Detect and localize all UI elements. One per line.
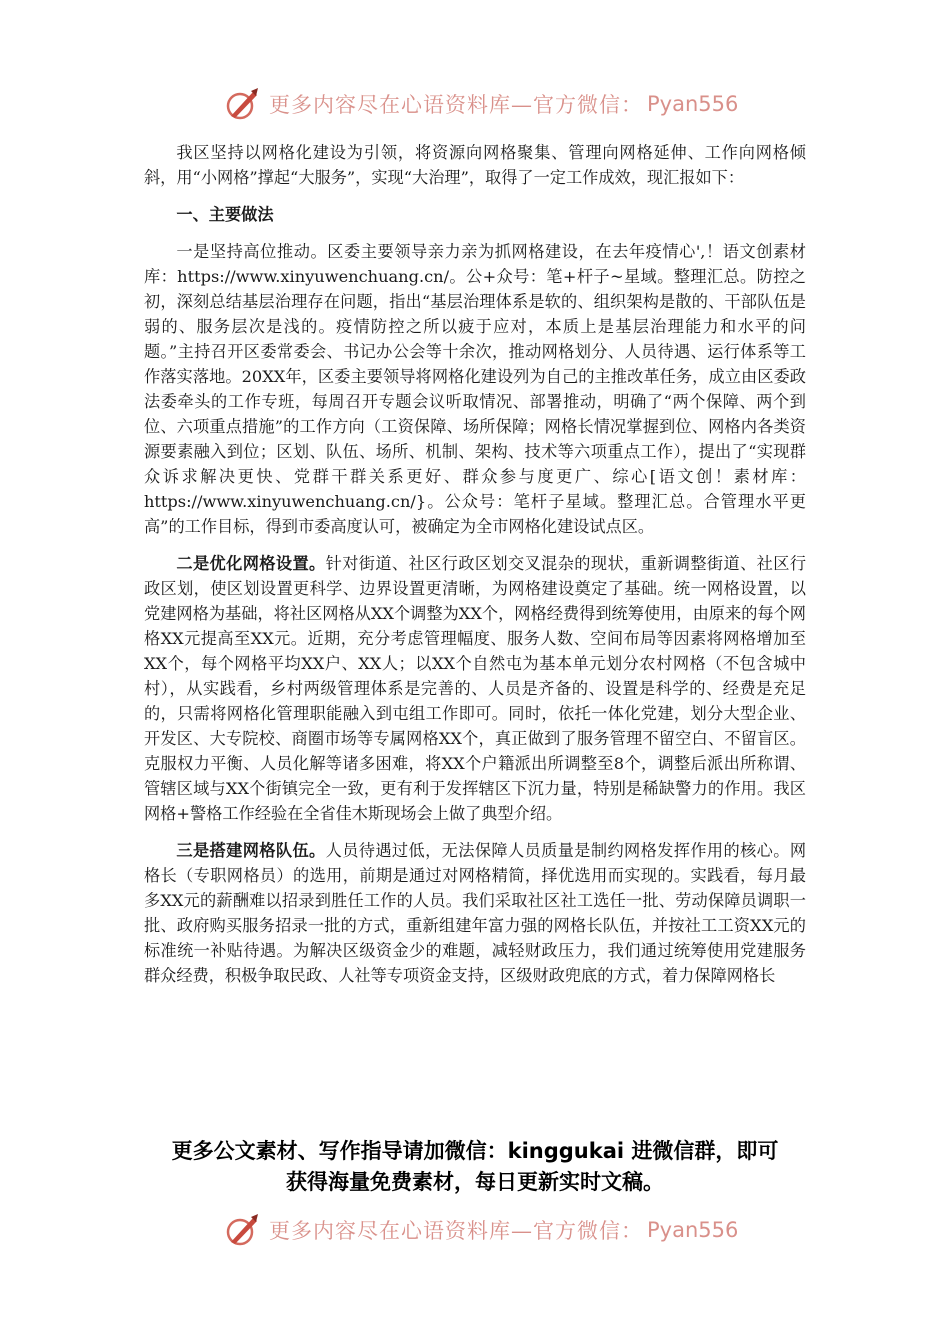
intro-paragraph: 我区坚持以网格化建设为引领，将资源向网格聚集、管理向网格延伸、工作向网格倾斜，用“小网格”撑起“大服务”，实现“大治理”，取得了一定工作成效，现汇报如下：: [144, 143, 806, 187]
watermark-footer: [225, 1212, 738, 1248]
section-title: 一、主要做法: [176, 205, 274, 224]
promo-line-1: 更多公文素材、写作指导请加微信：kinggukai 进微信群，即可: [171, 1139, 779, 1163]
watermark-header: [225, 86, 738, 122]
watermark-text: 更多内容尽在心语资料库—官方微信：: [269, 93, 643, 117]
paragraph-2: [144, 551, 806, 826]
paragraph-3: [144, 838, 806, 988]
paragraph-3-text: 人员待遇过低，无法保障人员质量是制约网格发挥作用的核心。网格长（专职网格员）的选用，前期是通过对网格精简，择优选用而实现的。实践看，每月最多XX元的薪酬难以招录到胜任工作的人员。我们采取社区社工选任一批、劳动保障员调职一批、政府购买服务招录一批的方式，重新组建年富力强的网格长队伍，并按社工工资XX元的标准统一补贴待遇。为解决区级资金少的难题，减轻财政压力，我们通过统筹使用党建服务群众经费，积极争取民政、人社等专项资金支持，区级财政兜底的方式，着力保障网格长: [144, 841, 807, 985]
paragraph-1: 一是坚持高位推动。区委主要领导亲力亲为抓网格建设，在去年疫情心',！语文创素材库：https://www.xinyuwenchuang.cn/。公+众号：笔+杆子~星域。整理汇总。防控之初，深刻总结基层治理存在问题，指出“基层治理体系是软的、组织架构是散的、干部队伍是弱的、服务层次是浅的。疫情防控之所以疲于应对，本质上是基层治理能力和水平的问题。”主持召开区委常委会、书记办公会等十余次，推动网格划分、人员待遇、运行体系等工作落实落地。20XX年，区委主要领导将网格化建设列为自己的主推改革任务，成立由区委政法委牵头的工作专班，每周召开专题会议听取情况、部署推动，明确了“两个保障、两个到位、六项重点措施”的工作方向（工资保障、场所保障；网格长情况掌握到位、网格内各类资源要素融入到位；区划、队伍、场所、机制、架构、技术等六项重点工作），提出了“实现群众诉求解决更快、党群干群关系更好、群众参与度更广、综心[语文创！素材库：https://www.xinyuwenchuang.cn/}。公众号：笔杆子星域。整理汇总。合管理水平更高”的工作目标，得到市委高度认可，被确定为全市网格化建设试点区。: [144, 242, 806, 536]
document-body: [144, 140, 806, 988]
paragraph-2-lead: 二是优化网格设置。: [176, 554, 326, 573]
promo-banner: [100, 1136, 850, 1198]
watermark-id: Pyan556: [647, 92, 739, 116]
pen-logo-icon: [225, 1212, 261, 1248]
promo-line-2: 获得海量免费素材，每日更新实时文稿。: [286, 1170, 664, 1194]
paragraph-3-lead: 三是搭建网格队伍。: [176, 841, 326, 860]
watermark-id: Pyan556: [647, 1218, 739, 1242]
paragraph-2-text: 针对街道、社区行政区划交叉混杂的现状，重新调整街道、社区行政区划，使区划设置更科学、边界设置更清晰，为网格建设奠定了基础。统一网格设置，以党建网格为基础，将社区网格从XX个调整为XX个，网格经费得到统筹使用，由原来的每个网格XX元提高至XX元。近期，充分考虑管理幅度、服务人数、空间布局等因素将网格增加至XX个，每个网格平均XX户、XX人；以XX个自然屯为基本单元划分农村网格（不包含城中村），从实践看，乡村两级管理体系是完善的、人员是齐备的、设置是科学的、经费是充足的，只需将网格化管理职能融入到屯组工作即可。同时，依托一体化党建，划分大型企业、开发区、大专院校、商圈市场等专属网格XX个，真正做到了服务管理不留空白、不留盲区。克服权力平衡、人员化解等诸多困难，将XX个户籍派出所调整至8个，调整后派出所称谓、管辖区域与XX个街镇完全一致，更有利于发挥辖区下沉力量，特别是稀缺警力的作用。我区网格+警格工作经验在全省佳木斯现场会上做了典型介绍。: [144, 554, 807, 823]
pen-logo-icon: [225, 86, 261, 122]
watermark-text: 更多内容尽在心语资料库—官方微信：: [269, 1219, 643, 1243]
